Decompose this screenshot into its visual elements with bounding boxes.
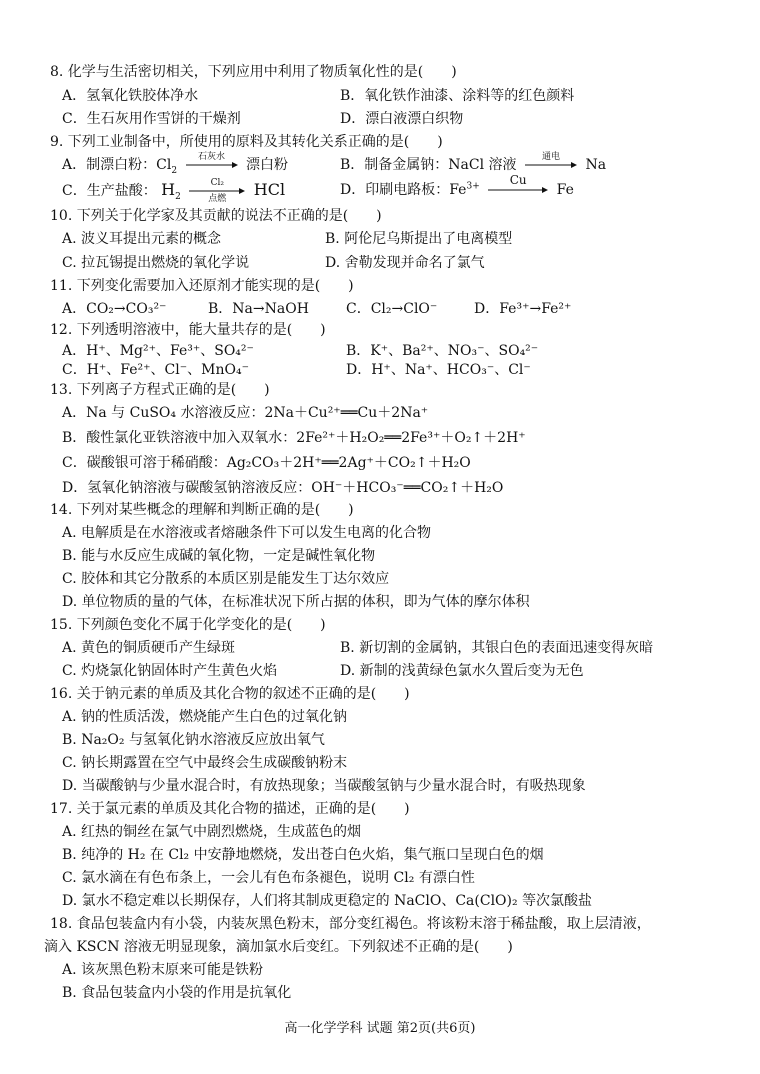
reaction-arrow (488, 173, 548, 194)
q12-option-c: C．H⁺、Fe²⁺、Cl⁻、MnO₄⁻ (62, 362, 249, 378)
question-18-stem-line1: 18. 食品包装盒内有小袋，内装灰黑色粉末，部分变红褐色。将该粉末溶于稀盐酸，取上层清液， (50, 916, 651, 932)
q14-option-b: B. 能与水反应生成碱的氧化物，一定是碱性氧化物 (62, 548, 376, 564)
question-17-stem: 17. 关于氯元素的单质及其化合物的描述，正确的是( ) (50, 801, 410, 817)
q8-option-d: D．漂白液漂白织物 (340, 111, 464, 127)
q10-option-b: B. 阿伦尼乌斯提出了电离模型 (325, 231, 513, 247)
q12-option-a: A．H⁺、Mg²⁺、Fe³⁺、SO₄²⁻ (62, 343, 254, 359)
q9-c-reactant: H (161, 180, 176, 199)
q11-option-a: A．CO₂→CO₃²⁻ (62, 301, 167, 317)
q9-option-c (62, 178, 286, 204)
q15-option-b: B. 新切割的金属钠，其银白色的表面迅速变得灰暗 (340, 640, 654, 656)
q10-option-c: C. 拉瓦锡提出燃烧的氧化学说 (62, 255, 250, 271)
question-13-stem: 13. 下列离子方程式正确的是( ) (50, 382, 270, 398)
question-18-stem-line2: 滴入 KSCN 溶液无明显现象，滴加氯水后变红。下列叙述不正确的是( ) (44, 939, 513, 955)
q12-option-b: B．K⁺、Ba²⁺、NO₃⁻、SO₄²⁻ (346, 343, 539, 359)
q12-option-d: D．H⁺、Na⁺、HCO₃⁻、Cl⁻ (346, 362, 531, 378)
question-10-stem: 10. 下列关于化学家及其贡献的说法不正确的是( ) (50, 208, 382, 224)
q9-c-prefix: C．生产盐酸： (62, 183, 157, 199)
q9-b-product: Na (585, 157, 607, 173)
q13-option-a: A．Na 与 CuSO₄ 水溶液反应：2Na＋Cu²⁺══Cu＋2Na⁺ (62, 405, 429, 421)
q11-option-c: C．Cl₂→ClO⁻ (346, 301, 438, 317)
q10-option-d: D. 舍勒发现并命名了氯气 (325, 255, 485, 271)
q9-a-prefix: A．制漂白粉：Cl (62, 157, 172, 173)
q18-option-b: B. 食品包装盒内小袋的作用是抗氧化 (62, 985, 292, 1001)
reaction-arrow (525, 152, 577, 169)
q17-option-b: B. 纯净的 H₂ 在 Cl₂ 中安静地燃烧，发出苍白色火焰，集气瓶口呈现白色的烟 (62, 847, 544, 863)
q10-option-a: A. 波义耳提出元素的概念 (62, 231, 222, 247)
reaction-arrow (189, 178, 245, 204)
q8-option-b: B．氧化铁作油漆、涂料等的红色颜料 (340, 88, 575, 104)
q16-option-c: C. 钠长期露置在空气中最终会生成碳酸钠粉末 (62, 755, 348, 771)
question-12-stem: 12. 下列透明溶液中，能大量共存的是( ) (50, 322, 326, 338)
q9-option-d (340, 173, 574, 200)
question-9-stem: 9. 下列工业制备中，所使用的原料及其转化关系正确的是( ) (50, 134, 443, 150)
q16-option-b: B. Na₂O₂ 与氢氧化钠水溶液反应放出氧气 (62, 732, 325, 748)
q9-d-prefix: D．印刷电路板：Fe (340, 182, 467, 198)
q9-a-product: 漂白粉 (245, 157, 288, 173)
page-footer: 高一化学学科 试题 第2页(共6页) (284, 1021, 476, 1036)
q16-option-a: A. 钠的性质活泼，燃烧能产生白色的过氧化钠 (62, 709, 348, 725)
q14-option-d: D. 单位物质的量的气体，在标准状况下所占据的体积，即为气体的摩尔体积 (62, 594, 530, 610)
question-8-stem: 8. 化学与生活密切相关，下列应用中利用了物质氧化性的是( ) (50, 64, 457, 80)
q17-option-d: D. 氯水不稳定难以长期保存，人们将其制成更稳定的 NaClO、Ca(ClO)₂ 等次氯酸盐 (62, 893, 593, 909)
q15-option-c: C. 灼烧氯化钠固体时产生黄色火焰 (62, 663, 278, 679)
q9-d-superscript: 3+ (466, 181, 480, 192)
q9-b-prefix: B．制备金属钠：NaCl 溶液 (340, 157, 517, 173)
q13-option-c: C．碳酸银可溶于稀硝酸：Ag₂CO₃＋2H⁺══2Ag⁺＋CO₂↑＋H₂O (62, 455, 471, 471)
q9-d-product: Fe (556, 182, 574, 198)
arrow-reagent: Cu (509, 173, 527, 187)
q9-c-subscript: 2 (175, 191, 181, 202)
q13-option-d: D．氢氧化钠溶液与碳酸氢钠溶液反应：OH⁻＋HCO₃⁻══CO₂↑＋H₂O (62, 480, 504, 496)
q11-option-b: B．Na→NaOH (208, 301, 309, 317)
q8-option-a: A．氢氧化铁胶体净水 (62, 88, 199, 104)
q15-option-d: D. 新制的浅黄绿色氯水久置后变为无色 (340, 663, 584, 679)
q15-option-a: A. 黄色的铜质硬币产生绿斑 (62, 640, 236, 656)
q18-option-a: A. 该灰黑色粉末原来可能是铁粉 (62, 962, 264, 978)
q17-option-c: C. 氯水滴在有色布条上，一会儿有色布条褪色，说明 Cl₂ 有漂白性 (62, 870, 475, 886)
question-16-stem: 16. 关于钠元素的单质及其化合物的叙述不正确的是( ) (50, 686, 410, 702)
arrow-condition: 通电 (541, 152, 560, 162)
arrow-reagent: Cl₂ (210, 178, 224, 188)
question-14-stem: 14. 下列对某些概念的理解和判断正确的是( ) (50, 502, 354, 518)
q16-option-d: D. 当碳酸钠与少量水混合时，有放热现象；当碳酸氢钠与少量水混合时，有吸热现象 (62, 778, 586, 794)
q14-option-a: A. 电解质是在水溶液或者熔融条件下可以发生电离的化合物 (62, 525, 432, 541)
q9-a-subscript: 2 (171, 165, 178, 176)
reaction-arrow (186, 152, 238, 169)
q14-option-c: C. 胶体和其它分散系的本质区别是能发生丁达尔效应 (62, 571, 390, 587)
arrow-condition: 点燃 (208, 194, 227, 204)
question-11-stem: 11. 下列变化需要加入还原剂才能实现的是( ) (50, 278, 354, 294)
q9-c-product: HCl (253, 180, 286, 199)
q11-option-d: D．Fe³⁺→Fe²⁺ (474, 301, 572, 317)
q9-option-a (62, 152, 288, 176)
q13-option-b: B．酸性氯化亚铁溶液中加入双氧水：2Fe²⁺＋H₂O₂══2Fe³⁺＋O₂↑＋2H⁺ (62, 430, 526, 446)
q8-option-c: C．生石灰用作雪饼的干燥剂 (62, 111, 241, 127)
question-15-stem: 15. 下列颜色变化不属于化学变化的是( ) (50, 617, 326, 633)
arrow-condition: 石灰水 (197, 152, 225, 162)
q9-option-b (340, 152, 607, 175)
q17-option-a: A. 红热的铜丝在氯气中剧烈燃烧，生成蓝色的烟 (62, 824, 362, 840)
